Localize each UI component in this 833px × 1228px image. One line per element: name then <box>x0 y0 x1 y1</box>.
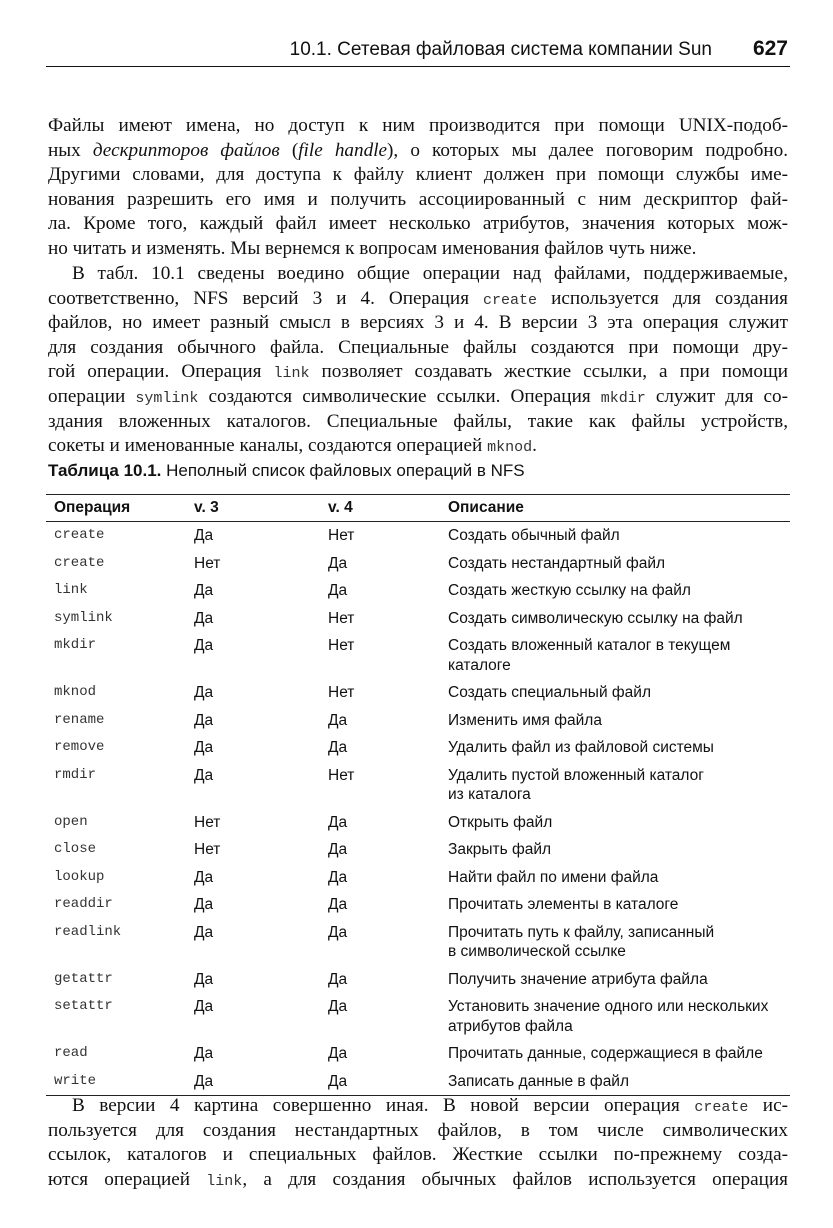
cell-desc: Удалить файл из файловой системы <box>448 739 714 756</box>
cell-v3: Да <box>194 582 214 599</box>
section-title: 10.1. Сетевая файловая система компании Sun <box>289 39 712 60</box>
text-fragment: ных <box>48 139 93 161</box>
paragraph-file-handles <box>48 114 788 262</box>
table-row <box>46 919 790 966</box>
cell-v4: Да <box>328 739 348 756</box>
cell-desc: Создать специальный файл <box>448 684 651 701</box>
text-line: но читать и изменять. Мы вернемся к вопросам именования файлов чуть ниже. <box>48 237 697 259</box>
desc-line: Установить значение одного или нескольких <box>448 998 769 1015</box>
text-fragment: операции <box>48 385 136 407</box>
paragraph-table-intro <box>48 262 788 459</box>
desc-line: Прочитать путь к файлу, записанный <box>448 923 715 941</box>
cell-desc: Прочитать элементы в каталоге <box>448 896 679 913</box>
text-line: Другими словами, для доступа к файлу клиент должен при помощи службы име- <box>48 164 788 186</box>
text-fragment: позволяет создавать жесткие ссылки, а при помощи <box>309 361 788 383</box>
cell-v3: Да <box>194 970 214 988</box>
cell-op: lookup <box>54 868 105 885</box>
cell-v4: Да <box>328 1045 348 1062</box>
cell-op: create <box>54 554 105 571</box>
text-fragment: ), о которых мы далее поговорим подробно. <box>387 139 789 161</box>
table-row <box>46 1068 790 1096</box>
table-caption-label: Таблица 10.1. <box>48 461 162 480</box>
cell-desc: Создать нестандартный файл <box>448 554 666 572</box>
cell-v3: Да <box>194 868 214 886</box>
code-mkdir: mkdir <box>600 389 646 407</box>
table-row <box>46 1040 790 1068</box>
cell-v4: Да <box>328 1072 348 1090</box>
cell-desc: Создать жесткую ссылку на файл <box>448 582 691 599</box>
term-file-handle: file handle <box>298 139 388 161</box>
text-line <box>48 385 788 410</box>
cell-desc <box>440 632 790 679</box>
cell-op: getattr <box>54 970 113 987</box>
cell-op: read <box>54 1045 88 1061</box>
cell-v4: Нет <box>328 637 355 654</box>
cell-op: open <box>54 813 88 830</box>
code-link: link <box>273 365 310 383</box>
cell-v4: Да <box>328 923 348 941</box>
cell-v3: Да <box>194 1072 214 1090</box>
table-row <box>46 707 790 735</box>
text-line: для создания обычного файла. Специальные файлы создаются при помощи дру- <box>48 336 788 358</box>
cell-desc <box>440 762 790 809</box>
table-row <box>46 891 790 919</box>
text-line: здания вложенных каталогов. Специальные файлы, такие как файлы устройств, <box>48 410 788 432</box>
cell-v3: Нет <box>194 841 221 858</box>
cell-v4: Нет <box>328 609 355 627</box>
cell-op: readlink <box>54 923 122 940</box>
cell-desc: Найти файл по имени файла <box>448 868 659 886</box>
text-fragment: ются операцией <box>48 1168 207 1190</box>
table-caption <box>48 461 525 481</box>
header-v3: v. 3 <box>194 499 219 516</box>
cell-op: link <box>54 582 88 598</box>
cell-v4: Нет <box>328 684 355 701</box>
text-line: В табл. 10.1 сведены воедино общие операции над файлами, поддерживаемые, <box>72 263 788 284</box>
cell-v3: Да <box>194 998 214 1015</box>
cell-op: write <box>54 1072 97 1089</box>
desc-line: в символической ссылке <box>448 943 626 960</box>
desc-line: Создать вложенный каталог в текущем <box>448 637 731 654</box>
table-row <box>46 679 790 707</box>
cell-v4: Да <box>328 868 348 886</box>
text-line: ла. Кроме того, каждый файл имеет несколько атрибутов, значения которых мож- <box>48 213 788 235</box>
text-line <box>48 287 788 312</box>
term-file-descriptors: дескрипторов файлов <box>92 139 280 161</box>
cell-v3: Да <box>194 1045 214 1062</box>
text-line: ссылок, каталогов и специальных файлов. Жесткие ссылки по-прежнему созда- <box>48 1144 788 1166</box>
table-row <box>46 993 790 1040</box>
cell-v4: Да <box>328 841 348 858</box>
cell-op: symlink <box>54 609 113 626</box>
text-fragment: В версии 4 картина совершенно иная. В новой версии операция <box>72 1095 695 1116</box>
table-row <box>46 809 790 837</box>
cell-op: readdir <box>54 896 113 912</box>
text-fragment: соответственно, NFS версий 3 и 4. Операция <box>48 287 484 309</box>
cell-v4: Да <box>328 813 348 831</box>
nfs-operations-table <box>46 494 790 1096</box>
table-row <box>46 966 790 994</box>
cell-v3: Да <box>194 739 214 756</box>
cell-v4: Нет <box>328 766 355 784</box>
cell-v4: Да <box>328 554 348 572</box>
cell-op: setattr <box>54 998 113 1014</box>
cell-v3: Нет <box>194 554 221 572</box>
code-mknod: mknod <box>487 439 533 457</box>
text-fragment: . <box>532 435 537 457</box>
cell-op: rmdir <box>54 766 97 783</box>
text-fragment: ( <box>279 139 299 161</box>
cell-desc <box>440 993 790 1040</box>
header-v4: v. 4 <box>328 499 353 516</box>
text-line <box>48 434 788 459</box>
cell-v3: Да <box>194 527 214 544</box>
desc-line: из каталога <box>448 786 531 803</box>
code-link: link <box>206 1172 243 1190</box>
table-row <box>46 605 790 633</box>
cell-desc <box>440 919 790 966</box>
cell-v4: Нет <box>328 527 355 544</box>
cell-op: close <box>54 841 97 857</box>
text-fragment: создаются символические ссылки. Операция <box>198 385 601 407</box>
cell-op: rename <box>54 711 105 728</box>
table-row <box>46 734 790 762</box>
code-create: create <box>483 291 538 309</box>
cell-v3: Нет <box>194 813 221 831</box>
text-line: пользуется для создания нестандартных файлов, в том числе символических <box>48 1119 788 1141</box>
text-line: нования разрешить его имя и получить ассоциированный с ним дескриптор фай- <box>48 188 788 210</box>
cell-desc: Создать символическую ссылку на файл <box>448 609 743 627</box>
cell-op: mkdir <box>54 637 97 653</box>
cell-v3: Да <box>194 711 214 729</box>
cell-v3: Да <box>194 766 214 784</box>
table-row <box>46 550 790 578</box>
code-symlink: symlink <box>135 389 199 407</box>
cell-v3: Да <box>194 684 214 701</box>
header-description: Описание <box>448 499 524 516</box>
cell-v3: Да <box>194 896 214 913</box>
cell-v3: Да <box>194 923 214 941</box>
cell-op: remove <box>54 739 105 755</box>
header-operation: Операция <box>54 499 131 516</box>
cell-desc: Создать обычный файл <box>448 527 620 544</box>
desc-line: атрибутов файла <box>448 1017 573 1035</box>
cell-desc: Получить значение атрибута файла <box>448 970 708 988</box>
text-line <box>48 360 788 385</box>
cell-v3: Да <box>194 609 214 627</box>
table-header-row <box>46 495 790 522</box>
cell-op: create <box>54 527 105 543</box>
cell-op: mknod <box>54 684 97 700</box>
text-fragment: используется для создания <box>537 287 788 309</box>
cell-v4: Да <box>328 582 348 599</box>
text-line <box>48 1094 788 1119</box>
cell-v4: Да <box>328 711 348 729</box>
text-line: файлов, но имеет разный смысл в версиях 3 и 4. В версии 3 эта операция служит <box>48 312 788 334</box>
table-caption-text: Неполный список файловых операций в NFS <box>161 461 525 480</box>
text-fragment: служит для со- <box>645 385 788 407</box>
code-create: create <box>694 1099 749 1116</box>
cell-desc: Записать данные в файл <box>448 1072 630 1090</box>
paragraph-version4 <box>48 1094 788 1192</box>
cell-v3: Да <box>194 637 214 654</box>
text-line <box>48 1168 788 1193</box>
table-row <box>46 632 790 679</box>
cell-desc: Прочитать данные, содержащиеся в файле <box>448 1045 763 1062</box>
table-row <box>46 522 790 550</box>
text-line <box>48 139 788 164</box>
text-fragment: ис- <box>748 1095 788 1116</box>
table-row <box>46 762 790 809</box>
cell-v4: Да <box>328 970 348 988</box>
cell-v4: Да <box>328 998 348 1015</box>
table-row <box>46 864 790 892</box>
page-number: 627 <box>752 37 788 60</box>
running-header <box>46 36 790 67</box>
table-row <box>46 836 790 864</box>
desc-line: каталоге <box>448 656 511 674</box>
text-line: Файлы имеют имена, но доступ к ним производится при помощи UNIX-подоб- <box>48 115 788 136</box>
cell-desc: Закрыть файл <box>448 841 552 858</box>
table-row <box>46 577 790 605</box>
cell-desc: Изменить имя файла <box>448 711 602 729</box>
text-fragment: гой операции. Операция <box>48 361 274 383</box>
text-fragment: сокеты и именованные каналы, создаются операцией <box>48 435 488 457</box>
cell-v4: Да <box>328 896 348 913</box>
desc-line: Удалить пустой вложенный каталог <box>448 766 704 784</box>
cell-desc: Открыть файл <box>448 813 553 831</box>
text-fragment: , а для создания обычных файлов используется операция <box>242 1168 788 1190</box>
